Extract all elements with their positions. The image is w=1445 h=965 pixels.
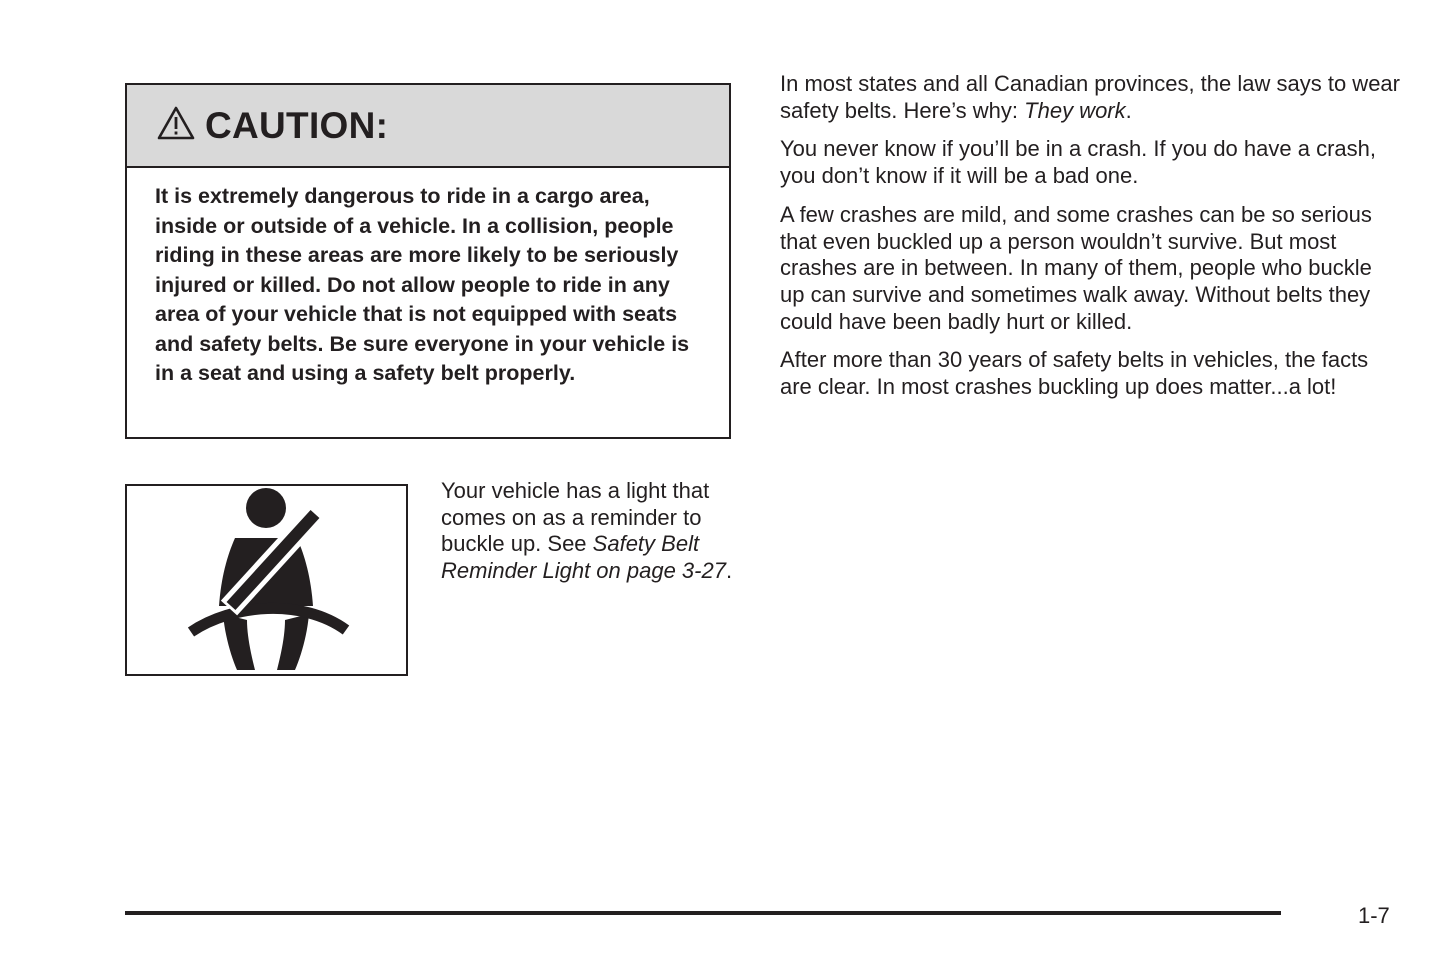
caution-header xyxy=(127,85,729,168)
paragraph-4: After more than 30 years of safety belts in vehicles, the facts are clear. In most crashes buckling up does matter...a lot! xyxy=(780,347,1369,400)
reminder-text xyxy=(441,478,741,585)
safety-belt-icon-frame xyxy=(125,484,408,676)
footer-rule xyxy=(125,911,1281,915)
paragraph-1-end: . xyxy=(1125,97,1132,123)
reminder-link[interactable]: Safety Belt Reminder Light on page 3-27 xyxy=(441,531,726,584)
paragraph-1 xyxy=(780,71,1400,124)
right-column xyxy=(780,71,1400,413)
caution-text: It is extremely dangerous to ride in a cargo area, inside or outside of a vehicle. In a collision, people riding in these areas are more likely to be seriously injured or killed. Do not allow people to ride in any area of your vehicle that is not equipped with seats and safety belts. Be sure everyone in your vehicle is in a seat and using a safety belt properly. xyxy=(155,184,690,385)
caution-title: CAUTION: xyxy=(205,104,389,146)
paragraph-3: A few crashes are mild, and some crashes can be so serious that even buckled up a person wouldn’t survive. But most crashes are in between. In many of them, people who buckle up can survive and sometimes walk away. Without belts they could have been badly hurt or killed. xyxy=(780,201,1372,334)
safety-belt-icon xyxy=(127,486,406,674)
page-number: 1-7 xyxy=(1358,903,1390,928)
paragraph-1-emphasis: They work xyxy=(1024,97,1126,123)
reminder-text-body: Your vehicle has a light that comes on as a reminder to buckle up. See xyxy=(441,478,710,557)
reminder-text-end: . xyxy=(725,558,733,584)
caution-box xyxy=(125,83,731,439)
warning-triangle-icon xyxy=(157,106,195,140)
paragraph-2: You never know if you’ll be in a crash. If you do have a crash, you don’t know if it will be a bad one. xyxy=(780,136,1376,189)
paragraph-1-text: In most states and all Canadian provinces, the law says to wear safety belts. Here’s why: xyxy=(780,71,1400,123)
